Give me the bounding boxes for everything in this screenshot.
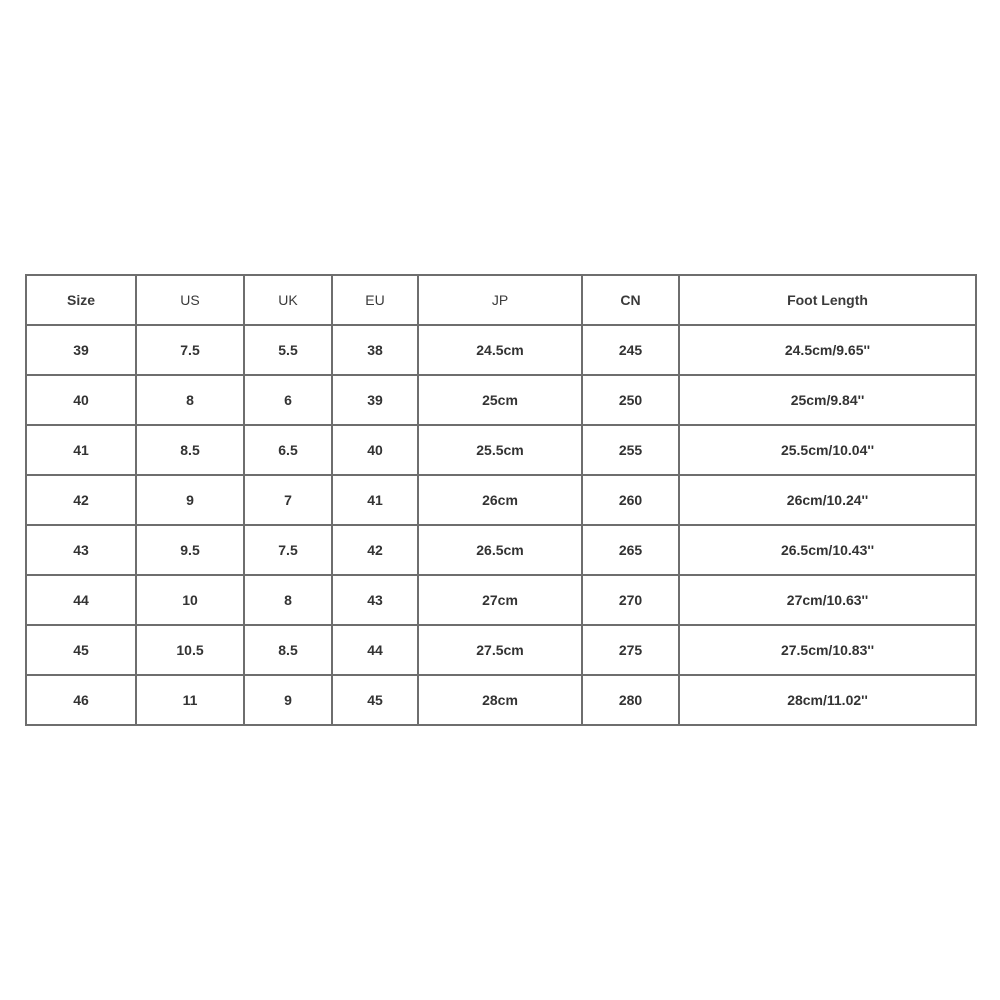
cell-us: 10 — [136, 575, 244, 625]
header-jp: JP — [418, 275, 582, 325]
cell-cn: 265 — [582, 525, 679, 575]
cell-jp: 25cm — [418, 375, 582, 425]
cell-jp: 27.5cm — [418, 625, 582, 675]
cell-foot-length: 24.5cm/9.65'' — [679, 325, 976, 375]
cell-size: 41 — [26, 425, 136, 475]
cell-eu: 45 — [332, 675, 418, 725]
cell-foot-length: 26.5cm/10.43'' — [679, 525, 976, 575]
cell-jp: 26cm — [418, 475, 582, 525]
header-eu: EU — [332, 275, 418, 325]
cell-jp: 28cm — [418, 675, 582, 725]
header-foot-length: Foot Length — [679, 275, 976, 325]
cell-uk: 6 — [244, 375, 332, 425]
cell-foot-length: 25cm/9.84'' — [679, 375, 976, 425]
cell-us: 11 — [136, 675, 244, 725]
table-row — [26, 425, 976, 475]
cell-us: 9.5 — [136, 525, 244, 575]
cell-eu: 42 — [332, 525, 418, 575]
table-row — [26, 525, 976, 575]
cell-us: 8 — [136, 375, 244, 425]
table-row — [26, 375, 976, 425]
cell-uk: 9 — [244, 675, 332, 725]
cell-cn: 255 — [582, 425, 679, 475]
cell-cn: 245 — [582, 325, 679, 375]
header-uk: UK — [244, 275, 332, 325]
cell-foot-length: 25.5cm/10.04'' — [679, 425, 976, 475]
cell-uk: 6.5 — [244, 425, 332, 475]
size-chart-table — [25, 274, 977, 726]
cell-foot-length: 27cm/10.63'' — [679, 575, 976, 625]
cell-jp: 24.5cm — [418, 325, 582, 375]
cell-size: 45 — [26, 625, 136, 675]
cell-cn: 275 — [582, 625, 679, 675]
table-row — [26, 625, 976, 675]
cell-us: 10.5 — [136, 625, 244, 675]
cell-us: 9 — [136, 475, 244, 525]
cell-eu: 39 — [332, 375, 418, 425]
cell-uk: 7 — [244, 475, 332, 525]
cell-size: 43 — [26, 525, 136, 575]
cell-size: 46 — [26, 675, 136, 725]
cell-eu: 38 — [332, 325, 418, 375]
cell-foot-length: 28cm/11.02'' — [679, 675, 976, 725]
cell-size: 44 — [26, 575, 136, 625]
cell-uk: 7.5 — [244, 525, 332, 575]
table-row — [26, 575, 976, 625]
table-row — [26, 475, 976, 525]
table-row — [26, 325, 976, 375]
cell-eu: 44 — [332, 625, 418, 675]
cell-eu: 40 — [332, 425, 418, 475]
cell-us: 7.5 — [136, 325, 244, 375]
cell-size: 39 — [26, 325, 136, 375]
cell-size: 42 — [26, 475, 136, 525]
cell-size: 40 — [26, 375, 136, 425]
cell-cn: 270 — [582, 575, 679, 625]
cell-jp: 26.5cm — [418, 525, 582, 575]
cell-uk: 8 — [244, 575, 332, 625]
table-header-row — [26, 275, 976, 325]
cell-cn: 250 — [582, 375, 679, 425]
table-row — [26, 675, 976, 725]
cell-jp: 27cm — [418, 575, 582, 625]
cell-jp: 25.5cm — [418, 425, 582, 475]
cell-cn: 260 — [582, 475, 679, 525]
cell-us: 8.5 — [136, 425, 244, 475]
header-size: Size — [26, 275, 136, 325]
cell-foot-length: 26cm/10.24'' — [679, 475, 976, 525]
header-us: US — [136, 275, 244, 325]
cell-eu: 41 — [332, 475, 418, 525]
header-cn: CN — [582, 275, 679, 325]
cell-eu: 43 — [332, 575, 418, 625]
cell-uk: 5.5 — [244, 325, 332, 375]
cell-foot-length: 27.5cm/10.83'' — [679, 625, 976, 675]
cell-cn: 280 — [582, 675, 679, 725]
cell-uk: 8.5 — [244, 625, 332, 675]
